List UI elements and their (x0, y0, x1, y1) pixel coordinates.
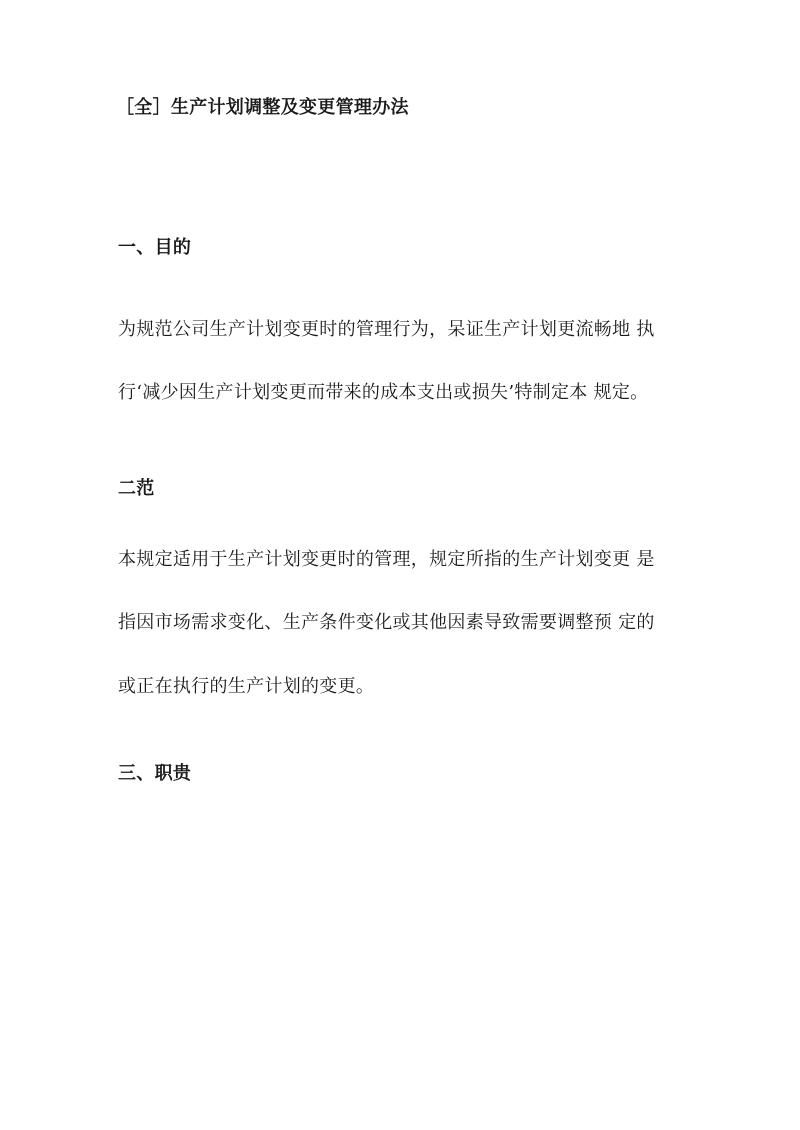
section-heading-purpose: 一、目的 (118, 237, 192, 258)
document-title: ［全］生产计划调整及变更管理办法 (116, 97, 409, 118)
scope-paragraph-line-3: 或正在执行的生产计划的变更。 (118, 676, 375, 697)
scope-paragraph-line-1: 本规定适用于生产计划变更时的管理，规定所指的生产计划变更 是 (118, 549, 655, 570)
purpose-paragraph-line-2: 行‘减少因生产计划变更而带来的成本支出或损失’特制定本 规定。 (118, 382, 649, 403)
purpose-paragraph-line-1: 为规范公司生产计划变更时的管理行为，呆证生产计划更流畅地 执 (118, 319, 655, 340)
scope-paragraph-line-2: 指因市场需求变化、生产条件变化或其他因素导致需要调整预 定的 (118, 612, 655, 633)
section-heading-scope: 二范 (118, 478, 155, 499)
section-heading-responsibilities: 三、职贵 (118, 763, 192, 784)
